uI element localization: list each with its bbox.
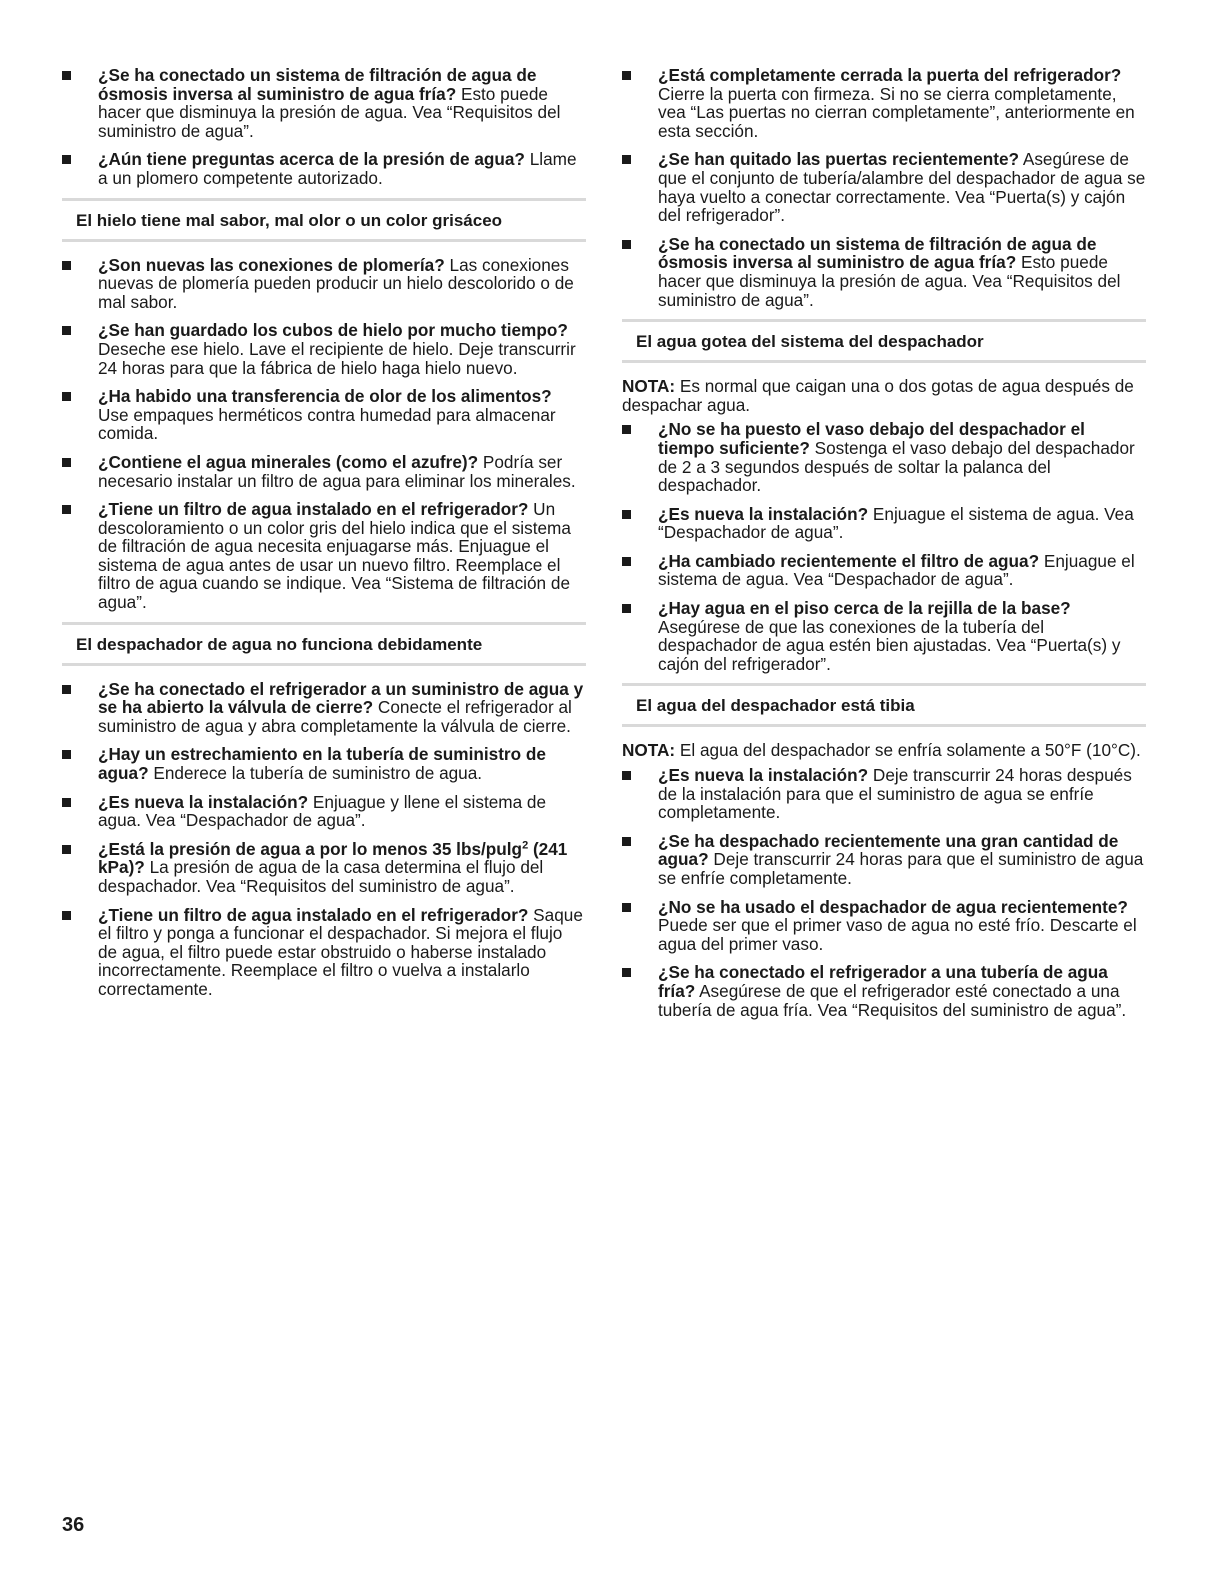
list-item: ¿Se ha despachado recientemente una gran cantidad de agua? Deje transcurrir 24 horas para que el suministro de agua se enfríe completamente. [622, 832, 1146, 888]
list-item: ¿Se ha conectado un sistema de filtración de agua de ósmosis inversa al suministro de agua fría? Esto puede hacer que disminuya la presión de agua. Vea “Requisitos del suministro de agua”. [62, 66, 586, 140]
square-bullet-icon [622, 240, 631, 249]
list-item: ¿Hay un estrechamiento en la tubería de suministro de agua? Enderece la tubería de suministro de agua. [62, 745, 586, 782]
list-item: ¿Ha habido una transferencia de olor de los alimentos? Use empaques herméticos contra humedad para almacenar comida. [62, 387, 586, 443]
section-heading-dispenser-not-working: El despachador de agua no funciona debidamente [62, 622, 586, 666]
list-item: ¿Es nueva la instalación? Enjuague el sistema de agua. Vea “Despachador de agua”. [622, 505, 1146, 542]
list-item: ¿Es nueva la instalación? Deje transcurrir 24 horas después de la instalación para que el suministro de agua se enfríe completamente. [622, 766, 1146, 822]
list-item: ¿Está la presión de agua a por lo menos 35 lbs/pulg$^2$ (241 kPa)? La presión de agua de la casa determina el flujo del despachador. Vea “Requisitos del suministro de agua”. [62, 840, 586, 896]
square-bullet-icon [62, 458, 71, 467]
square-bullet-icon [622, 903, 631, 912]
square-bullet-icon [62, 261, 71, 270]
section-heading-ice-taste: El hielo tiene mal sabor, mal olor o un color grisáceo [62, 198, 586, 242]
list-item: ¿Tiene un filtro de agua instalado en el refrigerador? Un descoloramiento o un color gris del hielo indica que el sistema de filtración de agua necesita enjuagarse más. Enjuague el sistema de agua antes de usar un nuevo filtro. Reemplace el filtro de agua cuando se indique. Vea “Sistema de filtración de agua”. [62, 500, 586, 612]
section-heading-dispenser-drips: El agua gotea del sistema del despachador [622, 319, 1146, 363]
list-item: ¿No se ha usado el despachador de agua recientemente? Puede ser que el primer vaso de agua no esté frío. Descarte el agua del primer vaso. [622, 898, 1146, 954]
list-item: ¿Ha cambiado recientemente el filtro de agua? Enjuague el sistema de agua. Vea “Despachador de agua”. [622, 552, 1146, 589]
square-bullet-icon [62, 71, 71, 80]
square-bullet-icon [62, 155, 71, 164]
square-bullet-icon [622, 968, 631, 977]
section-heading-water-warm: El agua del despachador está tibia [622, 683, 1146, 727]
list-item: ¿Se ha conectado el refrigerador a una tubería de agua fría? Asegúrese de que el refrigerador esté conectado a una tubería de agua fría. Vea “Requisitos del suministro de agua”. [622, 963, 1146, 1019]
square-bullet-icon [62, 798, 71, 807]
page-number: 36 [62, 1514, 85, 1536]
list-item: ¿Se ha conectado el refrigerador a un suministro de agua y se ha abierto la válvula de cierre? Conecte el refrigerador al suministro de agua y abra completamente la válvula de cierre. [62, 680, 586, 736]
square-bullet-icon [622, 837, 631, 846]
square-bullet-icon [62, 392, 71, 401]
square-bullet-icon [622, 155, 631, 164]
square-bullet-icon [62, 750, 71, 759]
list-item: ¿Contiene el agua minerales (como el azufre)? Podría ser necesario instalar un filtro de agua para eliminar los minerales. [62, 453, 586, 490]
square-bullet-icon [62, 685, 71, 694]
note: NOTA: Es normal que caigan una o dos gotas de agua después de despachar agua. [622, 376, 1134, 415]
square-bullet-icon [62, 845, 71, 854]
square-bullet-icon [62, 505, 71, 514]
square-bullet-icon [622, 71, 631, 80]
square-bullet-icon [622, 604, 631, 613]
left-column [62, 66, 586, 1009]
square-bullet-icon [62, 326, 71, 335]
list-item: ¿No se ha puesto el vaso debajo del despachador el tiempo suficiente? Sostenga el vaso debajo del despachador de 2 a 3 segundos después de soltar la palanca del despachador. [622, 420, 1146, 494]
list-item: ¿Está completamente cerrada la puerta del refrigerador? Cierre la puerta con firmeza. Si no se cierra completamente, vea “Las puertas no cierran completamente”, anteriormente en esta sección. [622, 66, 1146, 140]
list-item: ¿Tiene un filtro de agua instalado en el refrigerador? Saque el filtro y ponga a funcionar el despachador. Si mejora el flujo de agua, el filtro puede estar obstruido o haberse instalado incorrectamente. Reemplace el filtro o vuelva a instalarlo correctamente. [62, 906, 586, 999]
note: NOTA: El agua del despachador se enfría solamente a 50°F (10°C). [622, 740, 1141, 761]
list-item: ¿Hay agua en el piso cerca de la rejilla de la base? Asegúrese de que las conexiones de la tubería del despachador de agua estén bien ajustadas. Vea “Puerta(s) y cajón del refrigerador”. [622, 599, 1146, 673]
list-item: ¿Se han quitado las puertas recientemente? Asegúrese de que el conjunto de tubería/alambre del despachador de agua se haya vuelto a conectar correctamente. Vea “Puerta(s) y cajón del refrigerador”. [622, 150, 1146, 224]
square-bullet-icon [62, 911, 71, 920]
list-item: ¿Son nuevas las conexiones de plomería? Las conexiones nuevas de plomería pueden producir un hielo descolorido o de mal sabor. [62, 256, 586, 312]
list-item: ¿Se han guardado los cubos de hielo por mucho tiempo? Deseche ese hielo. Lave el recipiente de hielo. Deje transcurrir 24 horas para que la fábrica de hielo haga hielo nuevo. [62, 321, 586, 377]
square-bullet-icon [622, 557, 631, 566]
list-item: ¿Es nueva la instalación? Enjuague y llene el sistema de agua. Vea “Despachador de agua”. [62, 793, 586, 830]
square-bullet-icon [622, 425, 631, 434]
right-column [622, 66, 1146, 1029]
square-bullet-icon [622, 771, 631, 780]
square-bullet-icon [622, 510, 631, 519]
list-item: ¿Aún tiene preguntas acerca de la presión de agua? Llame a un plomero competente autorizado. [62, 150, 586, 187]
list-item: ¿Se ha conectado un sistema de filtración de agua de ósmosis inversa al suministro de agua fría? Esto puede hacer que disminuya la presión de agua. Vea “Requisitos del suministro de agua”. [622, 235, 1146, 309]
